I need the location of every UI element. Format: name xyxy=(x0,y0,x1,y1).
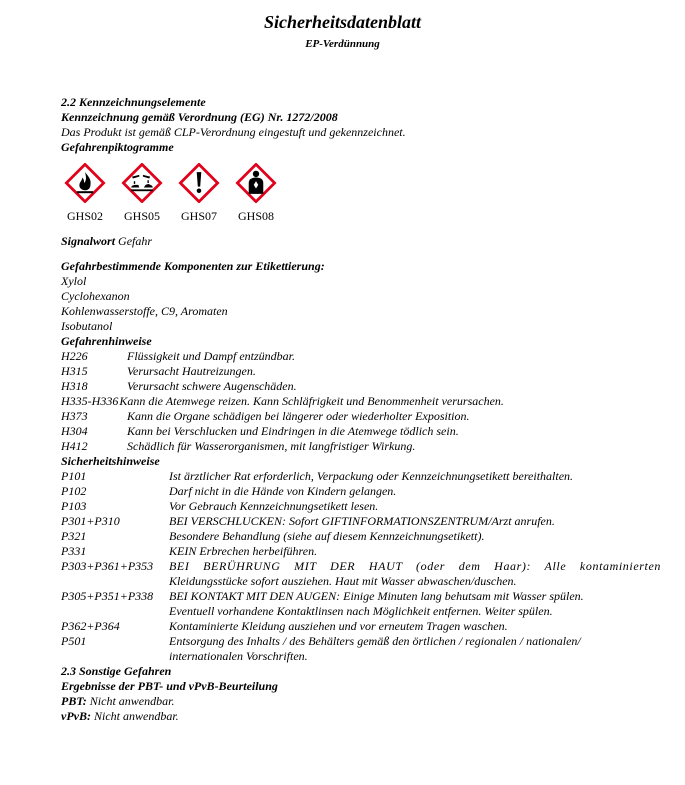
flame-icon xyxy=(63,163,107,203)
precaution-text: Entsorgung des Inhalts / des Behälters gemäß den örtlichen / regionalen / nationalen/ xyxy=(169,634,581,648)
precaution-text: Darf nicht in die Hände von Kindern gelangen. xyxy=(169,484,397,498)
precaution-text: Besondere Behandlung (siehe auf diesem Kennzeichnungsetikett). xyxy=(169,529,485,543)
pictogram-label: GHS07 xyxy=(180,209,217,223)
pbt-label: PBT: xyxy=(61,694,87,708)
precaution-code: P102 xyxy=(61,484,87,498)
precaution-row xyxy=(61,559,661,574)
precautionary-statements-heading: Sicherheitshinweise xyxy=(61,454,160,468)
precaution-code: P362+P364 xyxy=(61,619,120,633)
precaution-row xyxy=(61,634,661,649)
precaution-code: P301+P310 xyxy=(61,514,120,528)
component-item: Xylol xyxy=(61,274,87,288)
components-heading: Gefahrbestimmende Komponenten zur Etikettierung: xyxy=(61,259,325,273)
hazard-code: H335-H336 xyxy=(61,394,119,408)
hazard-code: H315 xyxy=(61,364,88,378)
health-hazard-icon xyxy=(234,163,278,203)
precaution-text: Kleidungsstücke sofort ausziehen. Haut mit Wasser abwaschen/duschen. xyxy=(169,574,517,588)
pictogram-row xyxy=(63,163,661,224)
precaution-code: P321 xyxy=(61,529,87,543)
section-23-heading: 2.3 Sonstige Gefahren xyxy=(61,664,172,678)
precaution-row xyxy=(61,469,661,484)
hazard-statement-row xyxy=(61,364,661,379)
vpvb-label: vPvB: xyxy=(61,709,91,723)
hazard-statement-row xyxy=(61,349,661,364)
vpvb-line xyxy=(61,709,661,724)
precaution-code: P331 xyxy=(61,544,87,558)
document-title: Sicherheitsdatenblatt xyxy=(263,12,422,32)
pbt-value: Nicht anwendbar. xyxy=(89,694,175,708)
component-item: Cyclohexanon xyxy=(61,289,130,303)
precaution-row xyxy=(61,589,661,604)
document-product-name: EP-Verdünnung xyxy=(305,38,380,50)
pictogram-ghs08 xyxy=(234,163,278,224)
precaution-text: Vor Gebrauch Kennzeichnungsetikett lesen. xyxy=(169,499,379,513)
precaution-row-continued xyxy=(61,604,661,619)
hazard-code: H304 xyxy=(61,424,88,438)
hazard-text: Kann die Atemwege reizen. Kann Schläfrigkeit und Benommenheit verursachen. xyxy=(119,394,504,408)
hazard-text: Kann die Organe schädigen bei längerer oder wiederholter Exposition. xyxy=(127,409,470,423)
hazard-text: Verursacht Hautreizungen. xyxy=(127,364,256,378)
precaution-text: BEI BERÜHRUNG MIT DER HAUT (oder dem Haar): Alle kontaminierten xyxy=(169,559,661,573)
precaution-text: BEI VERSCHLUCKEN: Sofort GIFTINFORMATIONSZENTRUM/Arzt anrufen. xyxy=(169,514,555,528)
signal-word-value: Gefahr xyxy=(118,234,153,248)
pbt-line xyxy=(61,694,661,709)
precaution-code: P305+P351+P338 xyxy=(61,589,154,603)
precaution-row xyxy=(61,544,661,559)
precaution-row xyxy=(61,484,661,499)
hazard-text: Flüssigkeit und Dampf entzündbar. xyxy=(127,349,295,363)
precaution-row-continued xyxy=(61,649,661,664)
signal-word-line xyxy=(61,234,661,249)
pictograms-heading: Gefahrenpiktogramme xyxy=(61,140,174,154)
pictogram-ghs05 xyxy=(120,163,164,224)
hazard-code: H373 xyxy=(61,409,88,423)
precaution-text: internationalen Vorschriften. xyxy=(169,649,308,663)
section-22-heading: 2.2 Kennzeichnungselemente xyxy=(61,95,206,109)
precaution-code: P101 xyxy=(61,469,87,483)
hazard-statement-row xyxy=(61,409,661,424)
hazard-code: H318 xyxy=(61,379,88,393)
hazard-code: H226 xyxy=(61,349,88,363)
pictogram-label: GHS05 xyxy=(123,209,160,223)
hazard-statement-row xyxy=(61,394,661,409)
document-body xyxy=(61,95,661,724)
precaution-text: Kontaminierte Kleidung ausziehen und vor erneutem Tragen waschen. xyxy=(169,619,508,633)
precaution-row xyxy=(61,499,661,514)
precaution-code: P103 xyxy=(61,499,87,513)
regulation-heading: Kennzeichnung gemäß Verordnung (EG) Nr. 1272/2008 xyxy=(61,110,338,124)
precaution-code: P303+P361+P353 xyxy=(61,559,154,573)
hazard-statement-row xyxy=(61,439,661,454)
precaution-code: P501 xyxy=(61,634,87,648)
signal-word-label: Signalwort xyxy=(61,234,116,248)
hazard-statement-row xyxy=(61,379,661,394)
precaution-text: BEI KONTAKT MIT DEN AUGEN: Einige Minuten lang behutsam mit Wasser spülen. xyxy=(169,589,584,603)
precaution-text: KEIN Erbrechen herbeiführen. xyxy=(169,544,318,558)
precaution-row-continued xyxy=(61,574,661,589)
hazard-statement-row xyxy=(61,424,661,439)
pbt-vpvb-heading: Ergebnisse der PBT- und vPvB-Beurteilung xyxy=(61,679,278,693)
precaution-text: Eventuell vorhandene Kontaktlinsen nach Möglichkeit entfernen. Weiter spülen. xyxy=(169,604,553,618)
component-item: Kohlenwasserstoffe, C9, Aromaten xyxy=(61,304,228,318)
precaution-text: Ist ärztlicher Rat erforderlich, Verpackung oder Kennzeichnungsetikett bereithalten. xyxy=(169,469,574,483)
precaution-row xyxy=(61,514,661,529)
corrosion-icon xyxy=(120,163,164,203)
hazard-text: Schädlich für Wasserorganismen, mit langfristiger Wirkung. xyxy=(127,439,416,453)
precaution-row xyxy=(61,529,661,544)
pictogram-ghs07 xyxy=(177,163,221,224)
vpvb-value: Nicht anwendbar. xyxy=(93,709,179,723)
classification-statement: Das Produkt ist gemäß CLP-Verordnung eingestuft und gekennzeichnet. xyxy=(61,125,406,139)
pictogram-label: GHS02 xyxy=(66,209,103,223)
hazard-text: Kann bei Verschlucken und Eindringen in die Atemwege tödlich sein. xyxy=(127,424,459,438)
pictogram-ghs02 xyxy=(63,163,107,224)
hazard-code: H412 xyxy=(61,439,88,453)
hazard-statements-heading: Gefahrenhinweise xyxy=(61,334,152,348)
precaution-row xyxy=(61,619,661,634)
exclamation-icon xyxy=(177,163,221,203)
component-item: Isobutanol xyxy=(61,319,113,333)
hazard-text: Verursacht schwere Augenschäden. xyxy=(127,379,297,393)
pictogram-label: GHS08 xyxy=(237,209,274,223)
